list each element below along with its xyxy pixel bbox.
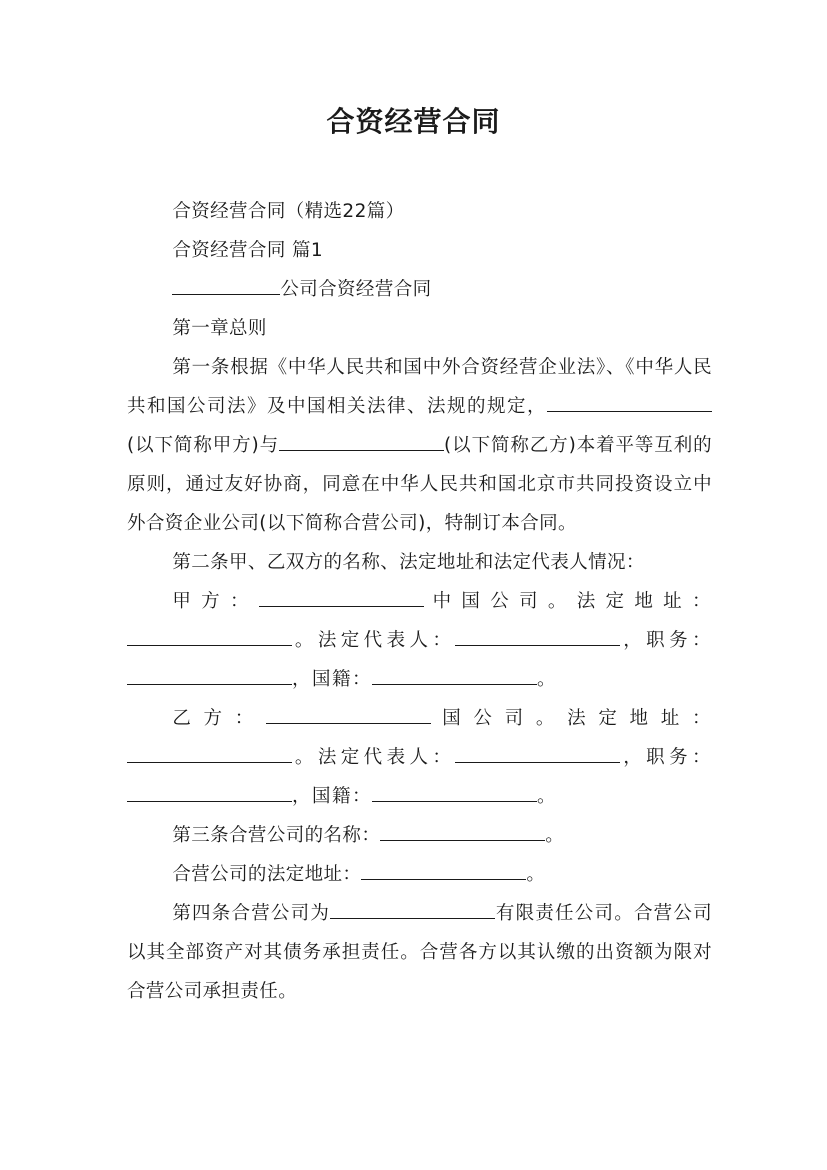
blank-field bbox=[127, 627, 292, 646]
party-a-label: 甲方： bbox=[172, 591, 259, 612]
article-3-end: 。 bbox=[545, 825, 565, 846]
blank-field bbox=[547, 393, 712, 412]
party-a-nationality-label: ，国籍： bbox=[292, 669, 373, 690]
chapter-heading: 第一章总则 bbox=[172, 318, 267, 339]
contract-name-line bbox=[127, 270, 712, 309]
document-body bbox=[127, 192, 712, 1011]
party-b-title-label: ，职务： bbox=[620, 747, 712, 768]
blank-field bbox=[455, 744, 620, 763]
contract-name-suffix: 公司合资经营合同 bbox=[280, 279, 432, 300]
party-a-rep-label: 。法定代表人： bbox=[292, 630, 456, 651]
blank-field bbox=[266, 705, 431, 724]
subtitle-line: 合资经营合同（精选22篇） bbox=[172, 201, 405, 222]
party-a-company: 中国公司。法定地址： bbox=[423, 591, 712, 612]
party-a-title-label: ，职务： bbox=[620, 630, 712, 651]
party-b-label: 乙方： bbox=[172, 708, 266, 729]
article-4-text-a: 第四条合营公司为 bbox=[172, 903, 331, 924]
party-b-rep-label: 。法定代表人： bbox=[292, 747, 456, 768]
blank-field bbox=[127, 783, 292, 802]
legal-address-end: 。 bbox=[526, 864, 546, 885]
article-2: 第二条甲、乙双方的名称、法定地址和法定代表人情况： bbox=[172, 552, 645, 573]
blank-field bbox=[259, 588, 424, 607]
article-4 bbox=[127, 894, 712, 1011]
blank-field bbox=[127, 666, 292, 685]
blank-field bbox=[279, 432, 444, 451]
article-4-text-b: 有限责任公司。合营公司以其全部资产对其债务承担责任。合营各方以其认缴的出资额为限对合营公司承担责任。 bbox=[127, 903, 712, 1002]
party-b-company: 国公司。法定地址： bbox=[430, 708, 712, 729]
article-3 bbox=[127, 816, 712, 855]
section-heading: 合资经营合同 篇1 bbox=[172, 240, 324, 261]
article-1-text-a: 第一条根据《中华人民共和国中外合资经营企业法》、《中华人民共和国公司法》及中国相关法律、法规的规定， bbox=[127, 357, 712, 417]
blank-field bbox=[172, 276, 280, 295]
document-title: 合资经营合同 bbox=[326, 105, 501, 138]
article-1 bbox=[127, 348, 712, 543]
article-3-text: 第三条合营公司的名称： bbox=[172, 825, 381, 846]
blank-field bbox=[380, 822, 545, 841]
blank-field bbox=[455, 627, 620, 646]
article-1-text-c: (以下简称乙方)本着平等互利的原则，通过友好协商，同意在中华人民共和国北京市共同投资设立中外合资企业公司(以下简称合营公司)，特制订本合同。 bbox=[127, 435, 712, 534]
article-1-text-b: (以下简称甲方)与 bbox=[127, 435, 280, 456]
legal-address-text: 合营公司的法定地址： bbox=[172, 864, 362, 885]
blank-field bbox=[372, 666, 537, 685]
blank-field bbox=[330, 900, 495, 919]
legal-address-line bbox=[127, 855, 712, 894]
party-b-nationality-label: ，国籍： bbox=[292, 786, 373, 807]
blank-field bbox=[127, 744, 292, 763]
party-a-paragraph bbox=[127, 582, 712, 699]
blank-field bbox=[361, 861, 526, 880]
blank-field bbox=[372, 783, 537, 802]
party-b-end: 。 bbox=[537, 786, 558, 807]
party-b-paragraph bbox=[127, 699, 712, 816]
party-a-end: 。 bbox=[537, 669, 558, 690]
